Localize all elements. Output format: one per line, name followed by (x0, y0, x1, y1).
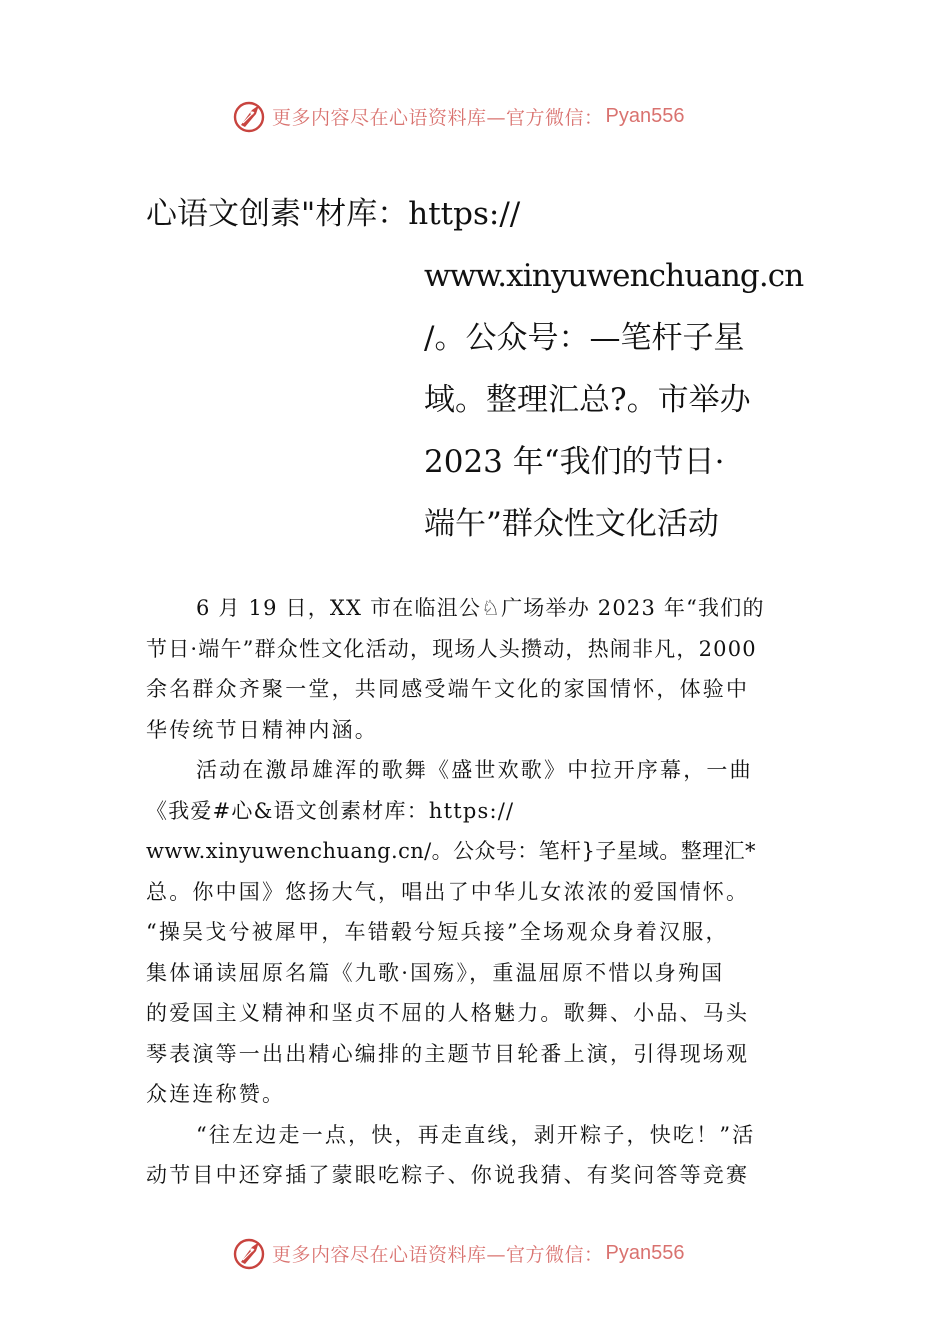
paragraph-line: 《我爱#心&语文创素材库：https:// (146, 798, 515, 823)
paragraph-line: 活动在激昂雄浑的歌舞《盛世欢歌》中拉开序幕，一曲 (196, 758, 753, 782)
paragraph-line: 集体诵读屈原名篇《九歌·国殇》，重温屈原不惜以身殉国 (146, 960, 725, 985)
paragraph-line: www.xinyuwenchuang.cn/。公众号：笔杆}子星域。整理汇* (146, 839, 756, 863)
title-line: 心语文创素"材库：https:// (146, 196, 521, 232)
document-title (146, 183, 806, 555)
paragraph-line: 6 月 19 日，XX 市在临沮公♘广场举办 2023 年“我们的 (196, 596, 765, 620)
wechat-id: Pyan556 (605, 104, 685, 127)
title-line: www.xinyuwenchuang.cn (424, 258, 804, 294)
title-line: 域。整理汇总?。市举办 (424, 382, 751, 418)
footer-banner (232, 1233, 684, 1273)
paragraph-line: “操吴戈兮被犀甲，车错毂兮短兵接”全场观众身着汉服， (146, 920, 729, 944)
pen-nib-circle-icon (232, 98, 268, 134)
pen-nib-circle-icon (232, 1235, 268, 1271)
paragraph-line: 总。你中国》悠扬大气，唱出了中华儿女浓浓的爱国情怀。 (146, 879, 750, 904)
title-line: 端午”群众性文化活动 (424, 506, 719, 542)
article-body (146, 588, 810, 1196)
paragraph-line: 余名群众齐聚一堂，共同感受端午文化的家国情怀，体验中 (146, 677, 750, 701)
paragraph-line: 节日·端午”群众性文化活动，现场人头攒动，热闹非凡，2000 (146, 636, 757, 661)
banner-text: 更多内容尽在心语资料库—官方微信： (272, 1243, 604, 1266)
title-line: 2023 年“我们的节日· (424, 444, 725, 480)
paragraph-line: 的爱国主义精神和坚贞不屈的人格魅力。歌舞、小品、马头 (146, 1001, 750, 1025)
paragraph-line: 动节目中还穿插了蒙眼吃粽子、你说我猜、有奖问答等竞赛 (146, 1163, 750, 1187)
header-banner (232, 96, 684, 136)
wechat-id: Pyan556 (605, 1241, 685, 1264)
paragraph-line: 琴表演等一出出精心编排的主题节目轮番上演，引得现场观 (146, 1041, 750, 1066)
banner-text: 更多内容尽在心语资料库—官方微信： (272, 106, 604, 129)
paragraph-line: 众连连称赞。 (146, 1082, 286, 1106)
paragraph-line: “往左边走一点，快，再走直线，剥开粽子，快吃！”活 (196, 1122, 756, 1147)
title-line: /。公众号：—笔杆子星 (424, 320, 745, 356)
paragraph-line: 华传统节日精神内涵。 (146, 717, 378, 742)
